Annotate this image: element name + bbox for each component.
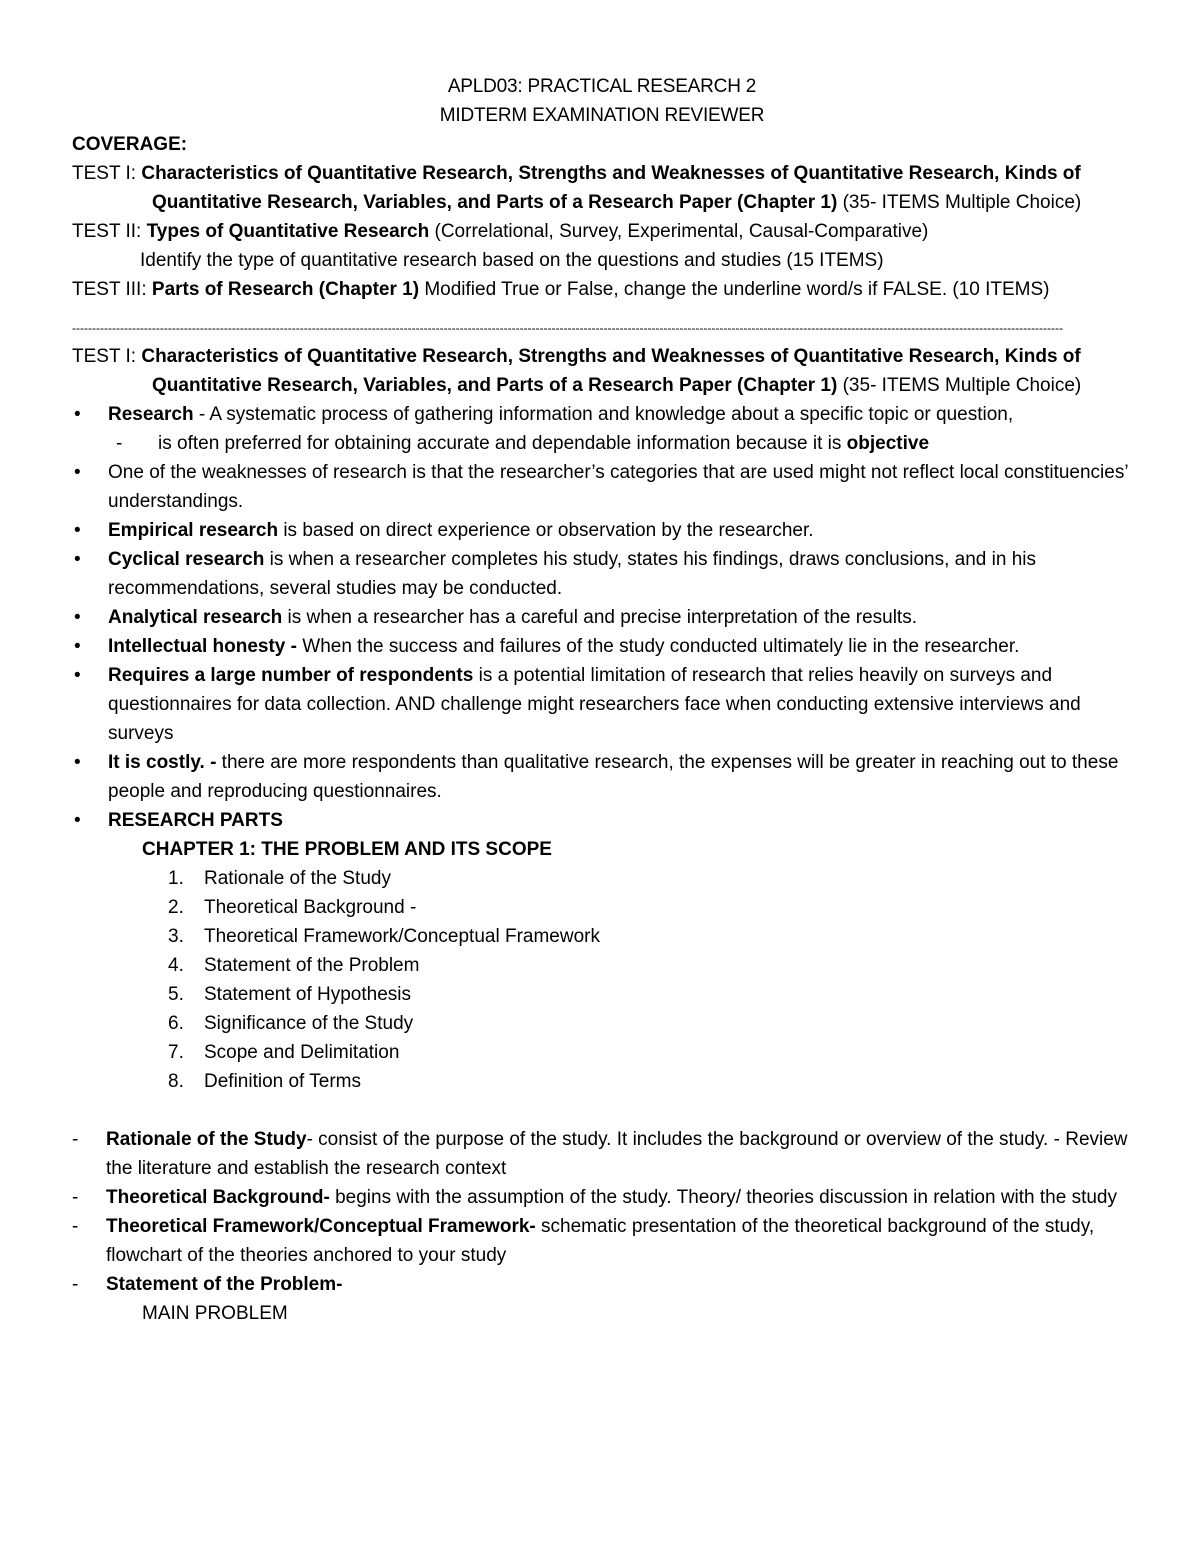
list-item: • Intellectual honesty - When the success and failures of the study conducted ultimately lie in the researcher. xyxy=(72,632,1132,661)
main-problem-label: MAIN PROBLEM xyxy=(142,1303,288,1324)
document-subtitle: MIDTERM EXAMINATION REVIEWER xyxy=(439,105,765,126)
document-title: APLD03: PRACTICAL RESEARCH 2 xyxy=(447,76,757,97)
coverage-test1: TEST I: Characteristics of Quantitative Research, Strengths and Weaknesses of Quantitative Research, Kinds of Quantitative Research, Variables, and Parts of a Research Paper (Chapter 1) (35- ITEMS Multiple Choice) xyxy=(72,163,1082,213)
definition-item: - Theoretical Background- begins with the assumption of the study. Theory/ theories discussion in relation with the study xyxy=(72,1183,1132,1212)
test1-heading: TEST I: Characteristics of Quantitative Research, Strengths and Weaknesses of Quantitative Research, Kinds of Quantitative Research, Variables, and Parts of a Research Paper (Chapter 1) (35- ITEMS Multiple Choice) xyxy=(72,346,1082,396)
dash-icon: - xyxy=(72,1187,79,1208)
list-item: • RESEARCH PARTS xyxy=(72,806,1132,835)
list-item: • Research - A systematic process of gathering information and knowledge about a specific topic or question, xyxy=(72,400,1132,429)
list-item: 4. Statement of the Problem xyxy=(168,955,420,976)
list-item: • Empirical research is based on direct experience or observation by the researcher. xyxy=(72,516,1132,545)
list-item: 7. Scope and Delimitation xyxy=(168,1042,400,1063)
list-subitem: - is often preferred for obtaining accurate and dependable information because it is objective xyxy=(72,429,1132,458)
bullet-icon: • xyxy=(74,462,81,483)
dash-icon: - xyxy=(116,433,123,454)
list-item: 8. Definition of Terms xyxy=(168,1071,361,1092)
bullet-icon: • xyxy=(74,752,81,773)
dash-icon: - xyxy=(72,1129,79,1150)
definition-item: - Rationale of the Study- consist of the purpose of the study. It includes the background or overview of the study. - Review the literature and establish the research context xyxy=(72,1125,1132,1183)
bullet-icon: • xyxy=(74,607,81,628)
bullet-icon: • xyxy=(74,636,81,657)
chapter-heading: CHAPTER 1: THE PROBLEM AND ITS SCOPE xyxy=(142,839,552,860)
list-item: 6. Significance of the Study xyxy=(168,1013,414,1034)
dash-icon: - xyxy=(72,1216,79,1237)
list-item: • It is costly. - there are more respondents than qualitative research, the expenses will be greater in reaching out to these people and reproducing questionnaires. xyxy=(72,748,1132,806)
definition-item: - Statement of the Problem- xyxy=(72,1270,1132,1299)
bullet-icon: • xyxy=(74,404,81,425)
section-divider: -------------------------------------------------------------------------------------------------------------------------------------------------------------------------------------------------------------------------------------------------------- xyxy=(72,321,1064,335)
list-item: • Cyclical research is when a researcher completes his study, states his findings, draws conclusions, and in his recommendations, several studies may be conducted. xyxy=(72,545,1132,603)
list-item: • Analytical research is when a researcher has a careful and precise interpretation of the results. xyxy=(72,603,1132,632)
chapter-parts-list xyxy=(72,864,1132,1096)
list-item: • Requires a large number of respondents is a potential limitation of research that relies heavily on surveys and questionnaires for data collection. AND challenge might researchers face when conducting extensive interviews and surveys xyxy=(72,661,1132,748)
spacer xyxy=(72,1096,1132,1125)
bullet-icon: • xyxy=(74,665,81,686)
list-item: 5. Statement of Hypothesis xyxy=(168,984,411,1005)
bullet-icon: • xyxy=(74,549,81,570)
list-item: 3. Theoretical Framework/Conceptual Framework xyxy=(168,926,600,947)
coverage-label: COVERAGE: xyxy=(72,134,188,155)
document-page xyxy=(72,72,1132,1328)
bullet-icon: • xyxy=(74,520,81,541)
dash-icon: - xyxy=(72,1274,79,1295)
list-item: 1. Rationale of the Study xyxy=(168,868,391,889)
coverage-test2: TEST II: Types of Quantitative Research (Correlational, Survey, Experimental, Causal-Comparative) xyxy=(72,221,929,242)
coverage-test3: TEST III: Parts of Research (Chapter 1) Modified True or False, change the underline word/s if FALSE. (10 ITEMS) xyxy=(72,279,1050,300)
bullet-icon: • xyxy=(74,810,81,831)
list-item: 2. Theoretical Background - xyxy=(168,897,417,918)
list-item: • One of the weaknesses of research is that the researcher’s categories that are used might not reflect local constituencies’ understandings. xyxy=(72,458,1132,516)
coverage-test2-detail: Identify the type of quantitative research based on the questions and studies (15 ITEMS) xyxy=(140,250,884,271)
definition-item: - Theoretical Framework/Conceptual Framework- schematic presentation of the theoretical background of the study, flowchart of the theories anchored to your study xyxy=(72,1212,1132,1270)
